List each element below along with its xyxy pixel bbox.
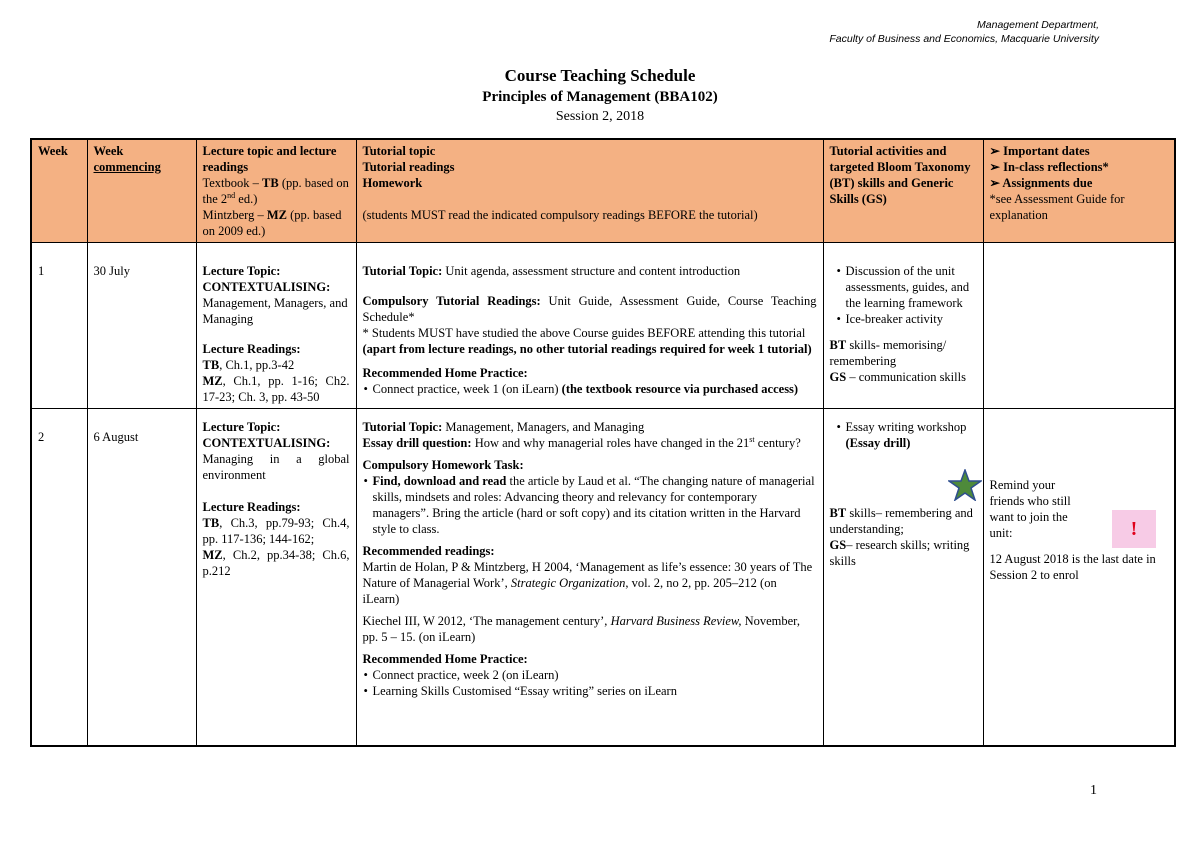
unit-title: Principles of Management (BBA102) (482, 89, 718, 105)
table-row (31, 409, 1175, 746)
week-date: 30 July (87, 243, 196, 409)
lecture-cell: Lecture Topic: CONTEXTUALISING: Managing in a global environment Lecture Readings: TB, Ch.3, pp.79-93; Ch.4, pp. 117-136; 144-162; MZ, Ch.2, pp.34-38; Ch.6, p.212 (196, 409, 356, 746)
header-week: Week (31, 139, 87, 243)
list-item: • Essay writing workshop (Essay drill) (846, 419, 977, 451)
activities-cell: • Discussion of the unit assessments, guides, and the learning framework • Ice-breaker activity BT skills- memorising/ remembering GS – communication skills (823, 243, 983, 409)
week-number: 2 (31, 409, 87, 746)
table-row (31, 243, 1175, 409)
dates-cell (983, 409, 1175, 746)
header-lecture: Lecture topic and lecture readings Textbook – TB (pp. based on the 2nd ed.) Mintzberg – MZ (pp. based on 2009 ed.) (196, 139, 356, 243)
list-item: • Find, download and read the article by Laud et al. “The changing nature of managerial skills, mindsets and roles: Advancing theory and relevancy for contemporary managers”. Bring the article (hard or soft copy) and its citation written in the Harvard style to class. (373, 473, 817, 537)
page-number: 1 (1090, 783, 1097, 798)
dates-cell (983, 243, 1175, 409)
lecture-cell: Lecture Topic: CONTEXTUALISING: Management, Managers, and Managing Lecture Readings: TB, Ch.1, pp.3-42 MZ, Ch.1, pp. 1-16; Ch2. 17-23; Ch. 3, pp. 43-50 (196, 243, 356, 409)
reminder-text: Remind your friends who still want to join the unit: (989, 478, 1071, 540)
list-item: • Learning Skills Customised “Essay writing” series on iLearn (373, 683, 817, 699)
header-lecture-title: Lecture topic and lecture readings (202, 144, 337, 174)
enrol-deadline: 12 August 2018 is the last date in Session 2 to enrol (989, 552, 1156, 582)
list-item: • Connect practice, week 2 (on iLearn) (373, 667, 817, 683)
header-tutorial-note: (students MUST read the indicated compulsory readings BEFORE the tutorial) (362, 208, 758, 222)
header-tutorial: Tutorial topic Tutorial readings Homework (students MUST read the indicated compulsory readings BEFORE the tutorial) (356, 139, 823, 243)
list-item: • Ice-breaker activity (846, 311, 977, 327)
session-title: Session 2, 2018 (555, 109, 645, 124)
header-dates: ➢ Important dates ➢ In-class reflections* ➢ Assignments due *see Assessment Guide for explanation (983, 139, 1175, 243)
title-block (0, 66, 1200, 126)
page-header (829, 18, 1099, 46)
week-number: 1 (31, 243, 87, 409)
header-dates-note: *see Assessment Guide for explanation (989, 192, 1125, 222)
tutorial-cell: Tutorial Topic: Unit agenda, assessment structure and content introduction Compulsory Tutorial Readings: Unit Guide, Assessment Guide, Course Teaching Schedule* * Students MUST have studied the above Course guides BEFORE attending this tutorial (apart from lecture readings, no other tutorial readings required for week 1 tutorial) Recommended Home Practice: • Connect practice, week 1 (on iLearn) (the textbook resource via purchased access) (356, 243, 823, 409)
header-row (31, 139, 1175, 243)
header-week-commencing: Week commencing (87, 139, 196, 243)
faculty-line: Faculty of Business and Economics, Macquarie University (829, 33, 1099, 45)
exclamation-icon: ! (1112, 510, 1156, 548)
schedule-table (30, 138, 1176, 747)
document-title: Course Teaching Schedule (504, 66, 696, 85)
header-activities: Tutorial activities and targeted Bloom Taxonomy (BT) skills and Generic Skills (GS) (823, 139, 983, 243)
list-item: • Connect practice, week 1 (on iLearn) (the textbook resource via purchased access) (373, 381, 817, 397)
activities-cell: • Essay writing workshop (Essay drill) BT skills– remembering and understanding; GS– research skills; writing skills (823, 409, 983, 746)
list-item: • Discussion of the unit assessments, guides, and the learning framework (846, 263, 977, 311)
star-icon (948, 469, 982, 501)
tutorial-cell: Tutorial Topic: Management, Managers, and Managing Essay drill question: How and why managerial roles have changed in the 21st century? Compulsory Homework Task: • Find, download and read the article by Laud et al. “The changing nature of managerial skills, mindsets and roles: Advancing theory and relevancy for contemporary managers”. Bring the article (hard or soft copy) and its citation written in the Harvard style to class. Recommended readings: Martin de Holan, P & Mintzberg, H 2004, ‘Management as life’s essence: 30 years of The Nature of Managerial Work’, Strategic Organization, vol. 2, no 2, pp. 205–212 (on iLearn) Kiechel III, W 2012, ‘The management century’, Harvard Business Review, November, pp. 5 – 15. (on iLearn) Recommended Home Practice: • Connect practice, week 2 (on iLearn) • Learning Skills Customised “Essay writing” series on iLearn (356, 409, 823, 746)
week-date: 6 August (87, 409, 196, 746)
department-line: Management Department, (977, 19, 1099, 31)
